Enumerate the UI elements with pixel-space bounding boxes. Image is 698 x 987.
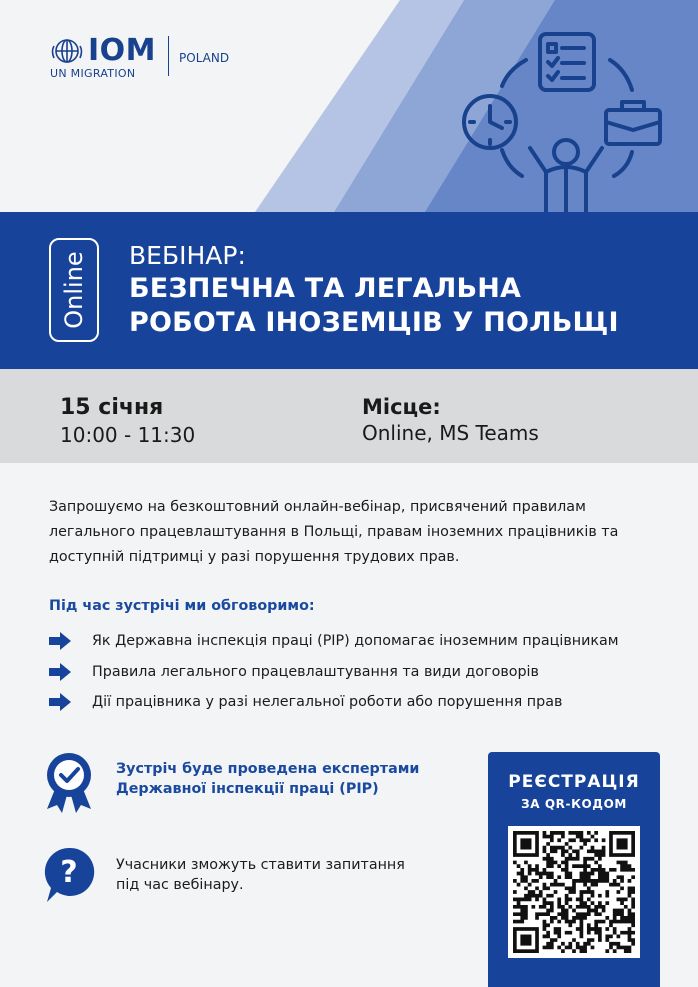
logo-country: POLAND bbox=[179, 51, 230, 65]
expert-note bbox=[116, 759, 419, 799]
event-time: 10:00 - 11:30 bbox=[60, 423, 196, 447]
arrow-right-icon bbox=[49, 632, 71, 650]
logo-name: IOM bbox=[88, 33, 157, 68]
registration-qr-code[interactable] bbox=[508, 826, 640, 958]
questions-line-1: Учасники зможуть ставити запитання bbox=[116, 857, 405, 873]
online-badge bbox=[49, 238, 99, 342]
questions-note bbox=[116, 855, 405, 895]
logo-subtitle: UN MIGRATION bbox=[50, 67, 136, 80]
webinar-kicker: ВЕБІНАР: bbox=[129, 241, 246, 270]
award-badge-icon bbox=[43, 751, 95, 813]
topics-heading: Під час зустрічі ми обговоримо: bbox=[49, 598, 315, 614]
topic-item bbox=[49, 632, 619, 650]
title-line-2: РОБОТА ІНОЗЕМЦІВ У ПОЛЬЩІ bbox=[129, 307, 619, 338]
registration-subtitle: ЗА QR-КОДОМ bbox=[521, 797, 627, 811]
event-date: 15 січня bbox=[60, 395, 164, 420]
globe-emblem-icon bbox=[50, 36, 84, 66]
intro-paragraph: Запрошуємо на безкоштовний онлайн-вебінар, присвячений правилам легального працевлаштування в Польщі, правам іноземних працівників та доступній підтримці у разі порушення трудових прав. bbox=[49, 499, 619, 565]
place-value: Online, MS Teams bbox=[362, 421, 539, 445]
topic-text: Правила легального працевлаштування та види договорів bbox=[92, 664, 539, 680]
registration-title: РЕЄСТРАЦІЯ bbox=[508, 772, 640, 792]
arrow-right-icon bbox=[49, 663, 71, 681]
header-graphic bbox=[0, 0, 698, 212]
arrow-right-icon bbox=[49, 693, 71, 711]
questions-line-2: під час вебінару. bbox=[116, 877, 244, 893]
topic-text: Дії працівника у разі нелегальної роботи або порушення прав bbox=[92, 694, 563, 710]
title-line-1: БЕЗПЕЧНА ТА ЛЕГАЛЬНА bbox=[129, 273, 522, 304]
svg-text:?: ? bbox=[60, 855, 78, 890]
topic-item bbox=[49, 693, 562, 711]
webinar-title bbox=[129, 240, 619, 340]
logo-divider bbox=[168, 36, 169, 76]
expert-line-1: Зустріч буде проведена експертами bbox=[116, 761, 420, 777]
place-label: Місце: bbox=[362, 395, 441, 419]
topic-text: Як Державна інспекція праці (PIP) допомагає іноземним працівникам bbox=[92, 633, 619, 649]
title-banner bbox=[0, 212, 698, 369]
question-bubble-icon bbox=[43, 846, 95, 904]
topic-item bbox=[49, 663, 539, 681]
iom-logo bbox=[50, 33, 230, 80]
registration-box bbox=[488, 752, 660, 987]
event-info bbox=[0, 369, 698, 463]
expert-line-2: Державної інспекції праці (PIP) bbox=[116, 781, 379, 797]
online-badge-text: Online bbox=[60, 251, 88, 329]
